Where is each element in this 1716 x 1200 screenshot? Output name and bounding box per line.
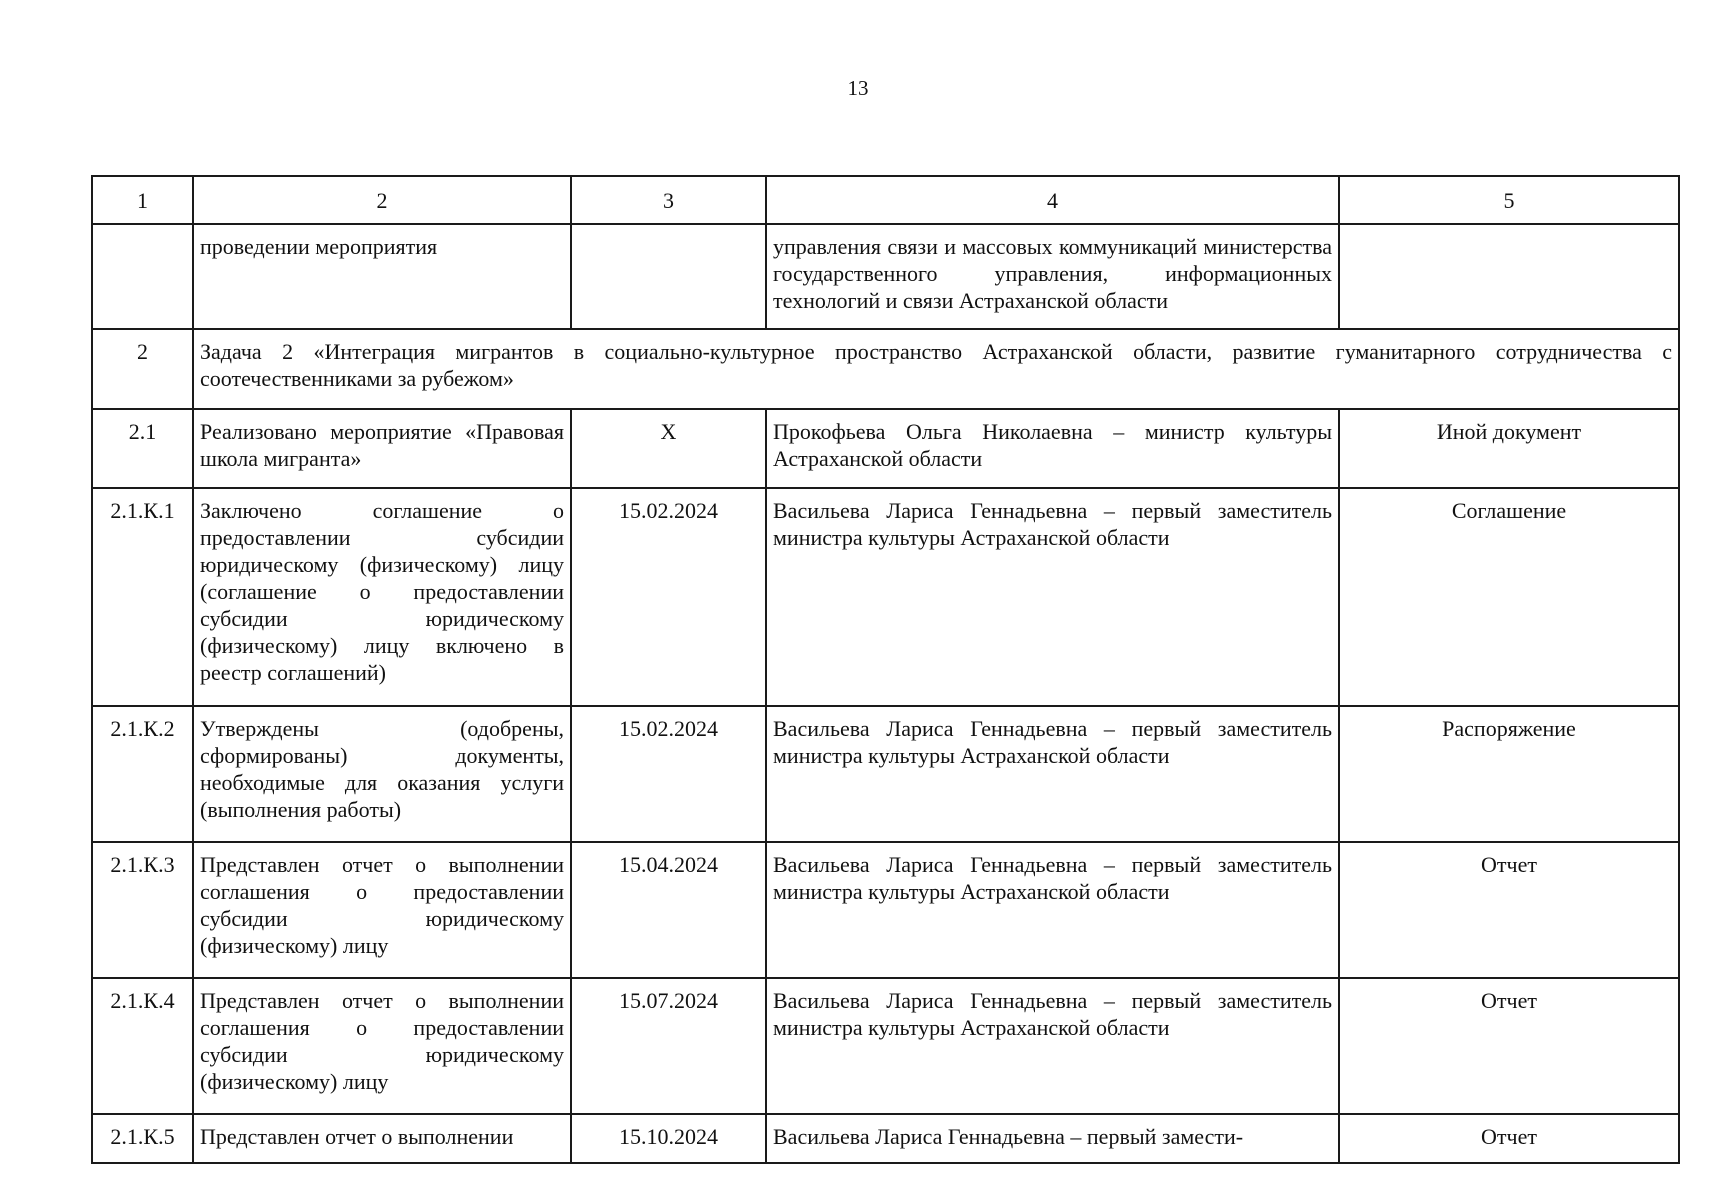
header-cell-2: 2 bbox=[193, 176, 571, 224]
activity-name-cell: Утверждены (одобрены, сформированы) документы, необходимые для оказания услуги (выполнения работы) bbox=[193, 706, 571, 842]
row-number-cell: 2.1.К.3 bbox=[92, 842, 193, 978]
activity-name-cell: Представлен отчет о выполнении bbox=[193, 1114, 571, 1163]
row-number-cell: 2.1 bbox=[92, 409, 193, 488]
header-cell-3: 3 bbox=[571, 176, 766, 224]
document-type-cell: Отчет bbox=[1339, 978, 1679, 1114]
responsible-cell: Васильева Лариса Геннадьевна – первый заместитель министра культуры Астраханской области bbox=[766, 488, 1339, 706]
date-cell: 15.10.2024 bbox=[571, 1114, 766, 1163]
responsible-cell: Васильева Лариса Геннадьевна – первый замести- bbox=[766, 1114, 1339, 1163]
row-number-cell: 2.1.К.1 bbox=[92, 488, 193, 706]
activity-name-cell: Реализовано мероприятие «Правовая школа мигранта» bbox=[193, 409, 571, 488]
responsible-cell: Прокофьева Ольга Николаевна – министр культуры Астраханской области bbox=[766, 409, 1339, 488]
activity-name-cell: Заключено соглашение о предоставлении субсидии юридическому (физическому) лицу (соглашение о предоставлении субсидии юридическому (физическому) лицу включено в реестр соглашений) bbox=[193, 488, 571, 706]
table-row bbox=[92, 978, 1679, 1114]
document-type-cell: Соглашение bbox=[1339, 488, 1679, 706]
activity-name-cell: Представлен отчет о выполнении соглашения о предоставлении субсидии юридическому (физическому) лицу bbox=[193, 842, 571, 978]
table-row bbox=[92, 706, 1679, 842]
task-title-cell: Задача 2 «Интеграция мигрантов в социально-культурное пространство Астраханской области, развитие гуманитарного сотрудничества с соотечественниками за рубежом» bbox=[193, 329, 1679, 409]
task-number-cell: 2 bbox=[92, 329, 193, 409]
document-type-cell: Иной документ bbox=[1339, 409, 1679, 488]
date-cell: 15.07.2024 bbox=[571, 978, 766, 1114]
date-cell: 15.04.2024 bbox=[571, 842, 766, 978]
table-row-task bbox=[92, 329, 1679, 409]
document-type-cell: Распоряжение bbox=[1339, 706, 1679, 842]
table-row bbox=[92, 1114, 1679, 1163]
table-row bbox=[92, 409, 1679, 488]
table-row-continuation bbox=[92, 224, 1679, 329]
table-row bbox=[92, 842, 1679, 978]
date-cell: 15.02.2024 bbox=[571, 706, 766, 842]
table-row bbox=[92, 488, 1679, 706]
activity-name-cell: Представлен отчет о выполнении соглашения о предоставлении субсидии юридическому (физическому) лицу bbox=[193, 978, 571, 1114]
row-number-cell: 2.1.К.5 bbox=[92, 1114, 193, 1163]
table-header-row bbox=[92, 176, 1679, 224]
header-cell-1: 1 bbox=[92, 176, 193, 224]
row-number-cell: 2.1.К.4 bbox=[92, 978, 193, 1114]
activity-name-cell: проведении мероприятия bbox=[193, 224, 571, 329]
header-cell-5: 5 bbox=[1339, 176, 1679, 224]
document-type-cell: Отчет bbox=[1339, 842, 1679, 978]
document-type-cell bbox=[1339, 224, 1679, 329]
responsible-cell: Васильева Лариса Геннадьевна – первый заместитель министра культуры Астраханской области bbox=[766, 978, 1339, 1114]
date-cell bbox=[571, 224, 766, 329]
activities-table bbox=[91, 175, 1680, 1164]
responsible-cell: Васильева Лариса Геннадьевна – первый заместитель министра культуры Астраханской области bbox=[766, 706, 1339, 842]
responsible-cell: управления связи и массовых коммуникаций министерства государственного управления, информационных технологий и связи Астраханской области bbox=[766, 224, 1339, 329]
document-type-cell: Отчет bbox=[1339, 1114, 1679, 1163]
page-number: 13 bbox=[847, 76, 869, 100]
date-cell: X bbox=[571, 409, 766, 488]
row-number-cell bbox=[92, 224, 193, 329]
header-cell-4: 4 bbox=[766, 176, 1339, 224]
row-number-cell: 2.1.К.2 bbox=[92, 706, 193, 842]
date-cell: 15.02.2024 bbox=[571, 488, 766, 706]
responsible-cell: Васильева Лариса Геннадьевна – первый заместитель министра культуры Астраханской области bbox=[766, 842, 1339, 978]
